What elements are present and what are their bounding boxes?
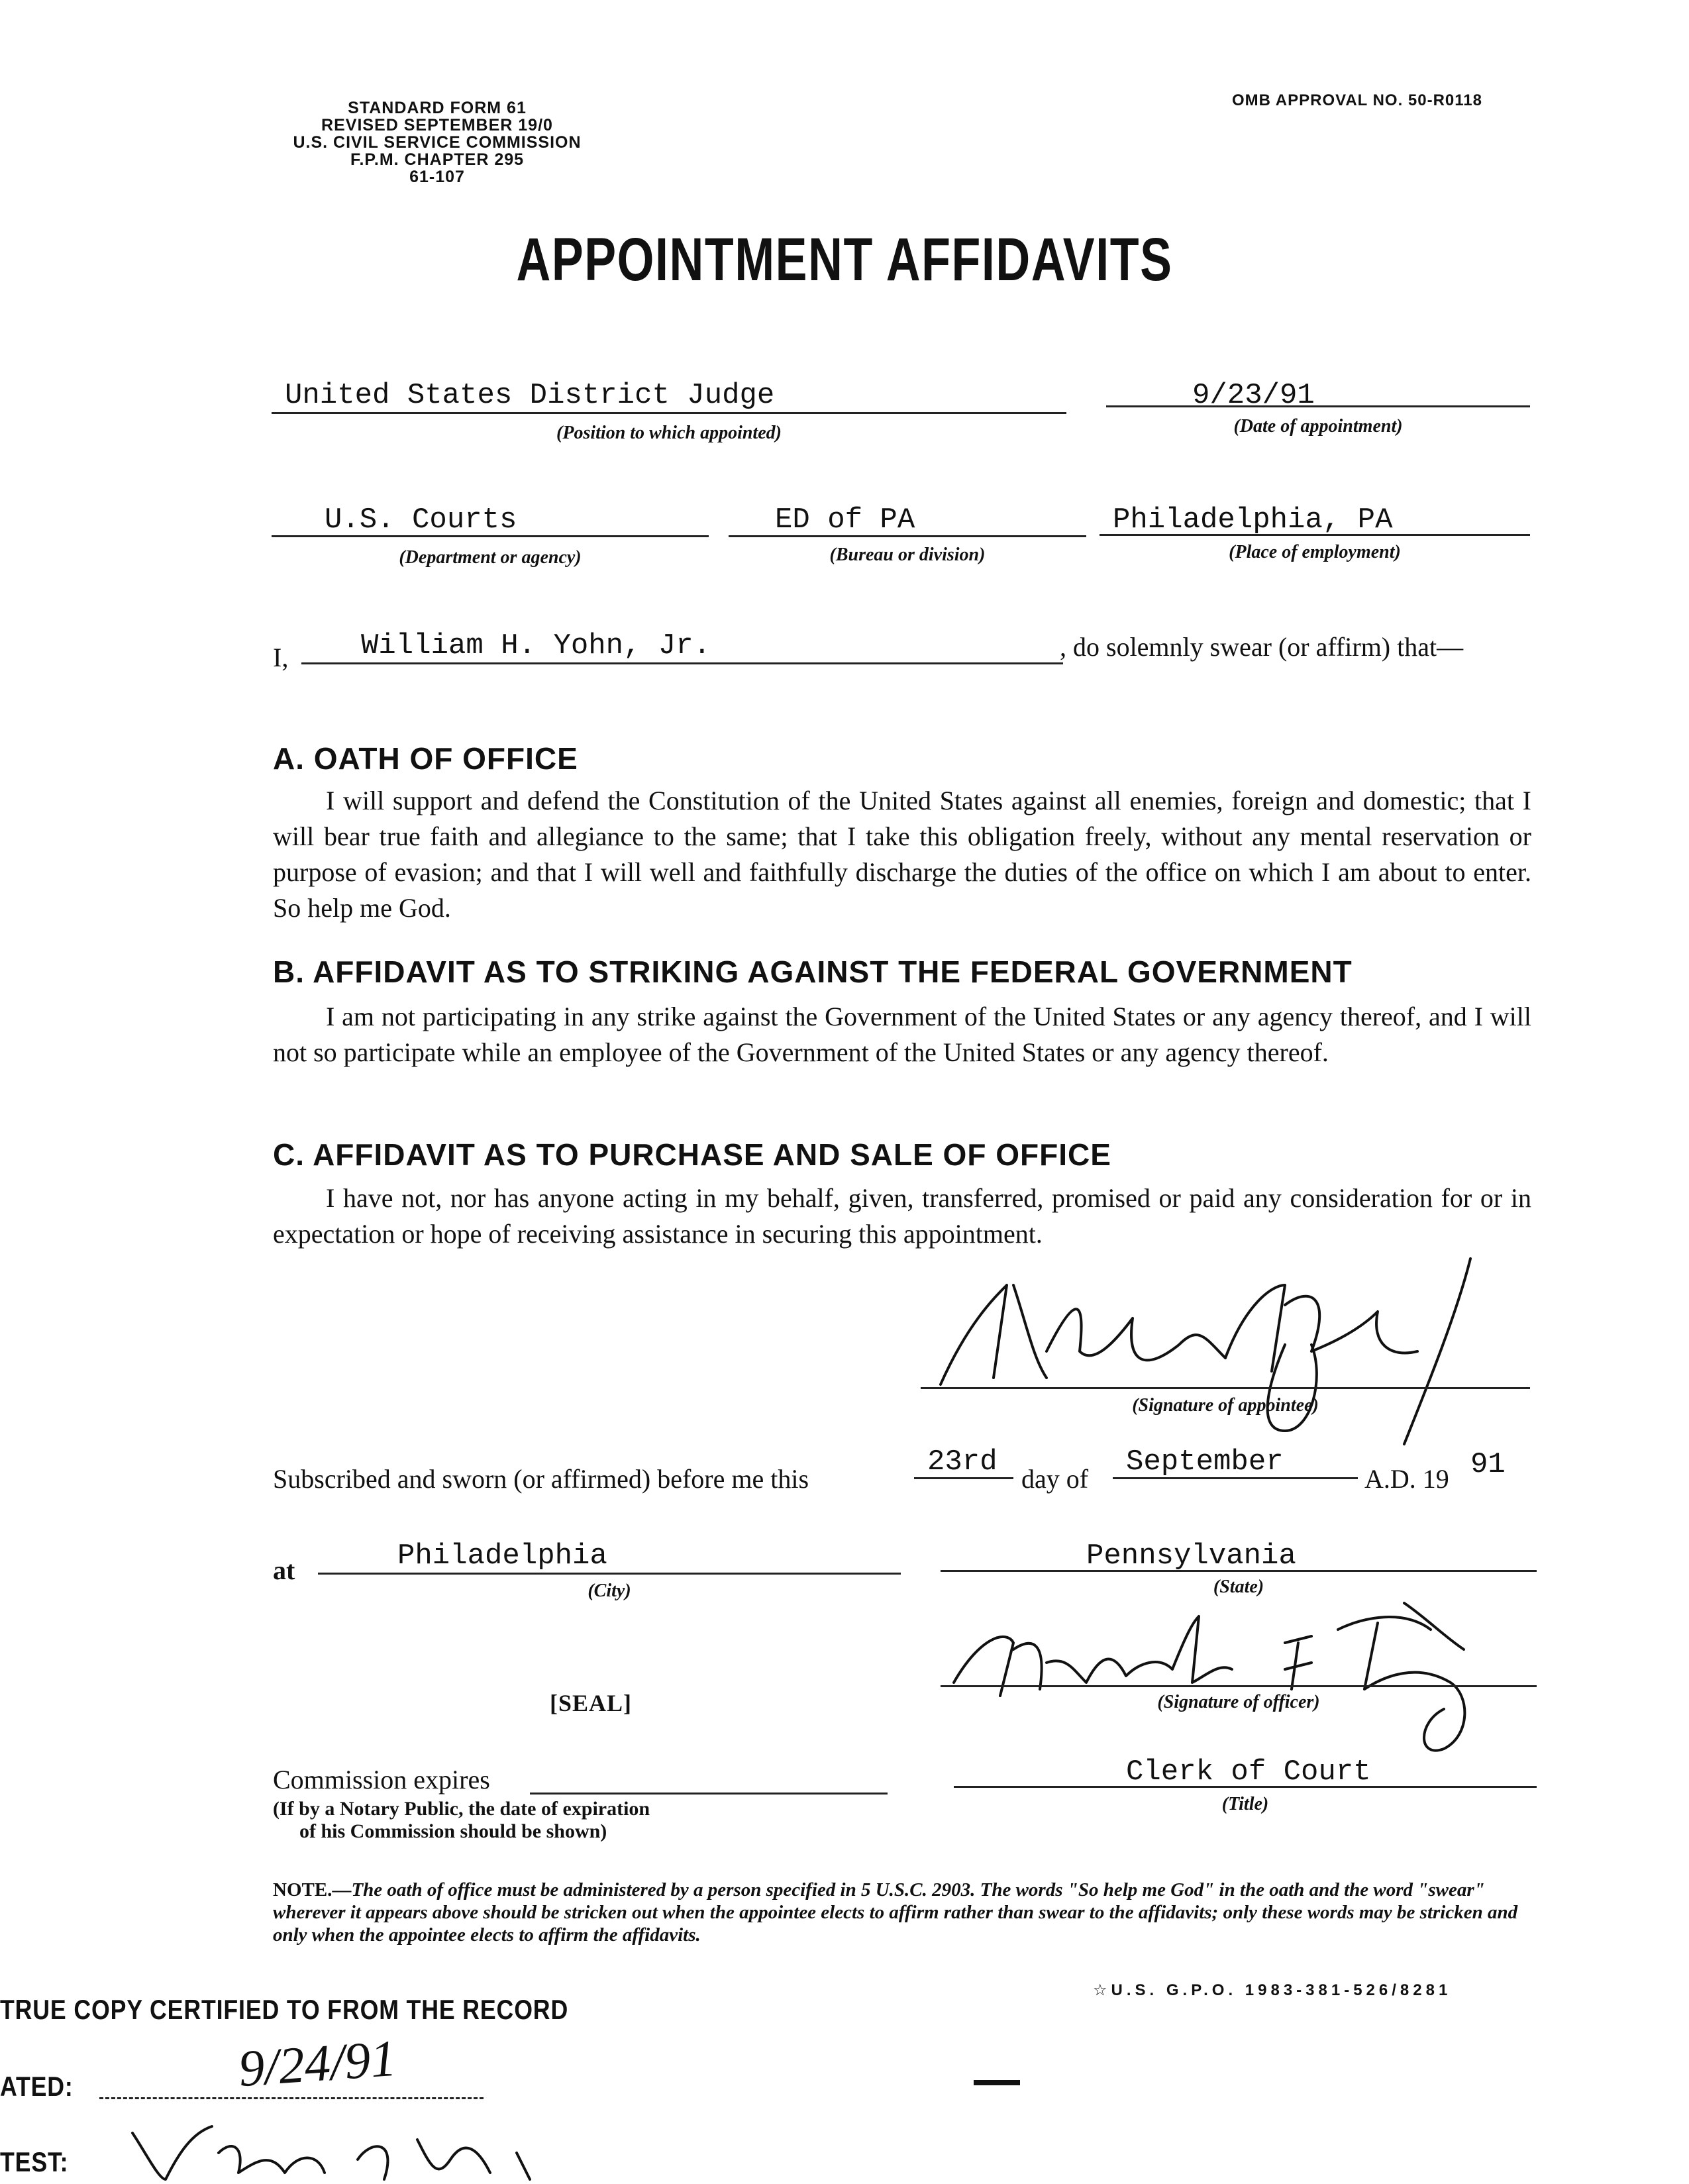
bureau-value: ED of PA xyxy=(775,503,915,537)
sworn-month: September xyxy=(1126,1445,1284,1479)
state-caption: (State) xyxy=(1213,1577,1264,1597)
commission-label: Commission expires xyxy=(273,1765,490,1794)
note-block xyxy=(273,1879,1531,1946)
section-a-heading: A. OATH OF OFFICE xyxy=(273,741,578,776)
section-c-text: I have not, nor has anyone acting in my behalf, given, transferred, promised or paid any consideration for or in expectation or hope of receiving assistance in securing this appointment. xyxy=(273,1183,1531,1249)
department-caption: (Department or agency) xyxy=(399,547,582,568)
department-line xyxy=(272,535,709,537)
attest-label: TEST: xyxy=(0,2146,69,2177)
form-line-3: U.S. CIVIL SERVICE COMMISSION xyxy=(293,133,582,152)
title-caption: (Title) xyxy=(1221,1794,1269,1814)
sworn-ad: A.D. 19 xyxy=(1364,1464,1449,1494)
position-line xyxy=(272,412,1066,414)
sworn-day-line xyxy=(914,1477,1013,1479)
position-caption: (Position to which appointed) xyxy=(556,423,782,443)
city-caption: (City) xyxy=(588,1581,631,1601)
at-label: at xyxy=(273,1555,295,1585)
sworn-day-of: day of xyxy=(1021,1464,1089,1494)
sworn-prefix: Subscribed and sworn (or affirmed) before me this xyxy=(273,1464,809,1494)
form-identifier xyxy=(265,99,609,185)
seal-placeholder: [SEAL] xyxy=(550,1690,633,1716)
department-value: U.S. Courts xyxy=(325,503,517,537)
position-value: United States District Judge xyxy=(285,379,775,412)
title-line xyxy=(954,1786,1537,1788)
omb-approval: OMB APPROVAL NO. 50-R0118 xyxy=(1232,91,1482,109)
note-label: NOTE.— xyxy=(273,1879,352,1900)
scan-mark xyxy=(974,2080,1020,2085)
state-value: Pennsylvania xyxy=(1086,1539,1296,1573)
city-value: Philadelphia xyxy=(397,1539,607,1573)
appointee-signature xyxy=(914,1245,1550,1471)
appointee-signature-caption: (Signature of appointee) xyxy=(1132,1395,1319,1416)
place-line xyxy=(1100,534,1530,536)
section-b-text: I am not participating in any strike against the Government of the United States or any agency thereof, and I will not so participate while an employee of the Government of the United States or any agency thereof. xyxy=(273,1002,1531,1067)
commission-line xyxy=(530,1793,888,1794)
bureau-caption: (Bureau or division) xyxy=(829,545,986,565)
gpo-imprint: ☆U.S. G.P.O. 1983-381-526/8281 xyxy=(1093,1981,1452,1999)
attest-signature xyxy=(119,2113,570,2184)
sworn-day: 23rd xyxy=(927,1445,998,1479)
oath-intro-suffix: , do solemnly swear (or affirm) that— xyxy=(1060,632,1464,662)
form-line-4: F.P.M. CHAPTER 295 xyxy=(350,150,525,169)
appointee-signature-line xyxy=(921,1387,1530,1389)
place-value: Philadelphia, PA xyxy=(1113,503,1393,537)
officer-signature-line xyxy=(941,1685,1537,1687)
sworn-month-line xyxy=(1113,1477,1358,1479)
dated-value: 9/24/91 xyxy=(236,2028,399,2098)
place-caption: (Place of employment) xyxy=(1229,542,1401,562)
commission-note-line-1: (If by a Notary Public, the date of expiration xyxy=(273,1798,650,1820)
form-line-1: STANDARD FORM 61 xyxy=(348,99,527,117)
date-line xyxy=(1106,405,1530,407)
section-c-heading: C. AFFIDAVIT AS TO PURCHASE AND SALE OF OFFICE xyxy=(273,1137,1111,1172)
officer-signature xyxy=(941,1596,1537,1769)
appointee-name: William H. Yohn, Jr. xyxy=(361,629,711,662)
commission-note xyxy=(273,1798,650,1843)
city-line xyxy=(318,1573,901,1575)
bureau-line xyxy=(729,535,1086,537)
certification-stamp: TRUE COPY CERTIFIED TO FROM THE RECORD xyxy=(0,1994,569,2025)
date-caption: (Date of appointment) xyxy=(1233,416,1403,437)
oath-intro-prefix: I, xyxy=(273,643,289,672)
date-value: 9/23/91 xyxy=(1192,379,1315,412)
form-line-5: 61-107 xyxy=(409,168,465,186)
page-title: APPOINTMENT AFFIDAVITS xyxy=(516,226,1173,293)
section-b-heading: B. AFFIDAVIT AS TO STRIKING AGAINST THE FEDERAL GOVERNMENT xyxy=(273,955,1353,989)
dated-label: ATED: xyxy=(0,2071,74,2102)
dated-line xyxy=(99,2097,484,2099)
section-a-text: I will support and defend the Constitution of the United States against all enemies, foreign and domestic; that I will bear true faith and allegiance to the same; that I take this obligation freely, without any mental reservation or purpose of evasion; and that I will well and faithfully discharge the duties of the office on which I am about to enter. So help me God. xyxy=(273,786,1531,923)
state-line xyxy=(941,1570,1537,1572)
sworn-year: 91 xyxy=(1470,1448,1506,1481)
form-line-2: REVISED SEPTEMBER 19/0 xyxy=(321,116,553,134)
commission-note-line-2: of his Commission should be shown) xyxy=(299,1820,607,1842)
note-text: The oath of office must be administered by a person specified in 5 U.S.C. 2903. The words "So help me God" in the oath and the word "swear" wherever it appears above should be stricken out when the appointee elects to affirm rather than swear to the affidavits; only these words may be stricken and only when the appointee elects to affirm the affidavits. xyxy=(273,1879,1518,1946)
title-value: Clerk of Court xyxy=(1126,1755,1371,1789)
officer-signature-caption: (Signature of officer) xyxy=(1157,1692,1320,1712)
appointee-name-line xyxy=(301,662,1063,664)
